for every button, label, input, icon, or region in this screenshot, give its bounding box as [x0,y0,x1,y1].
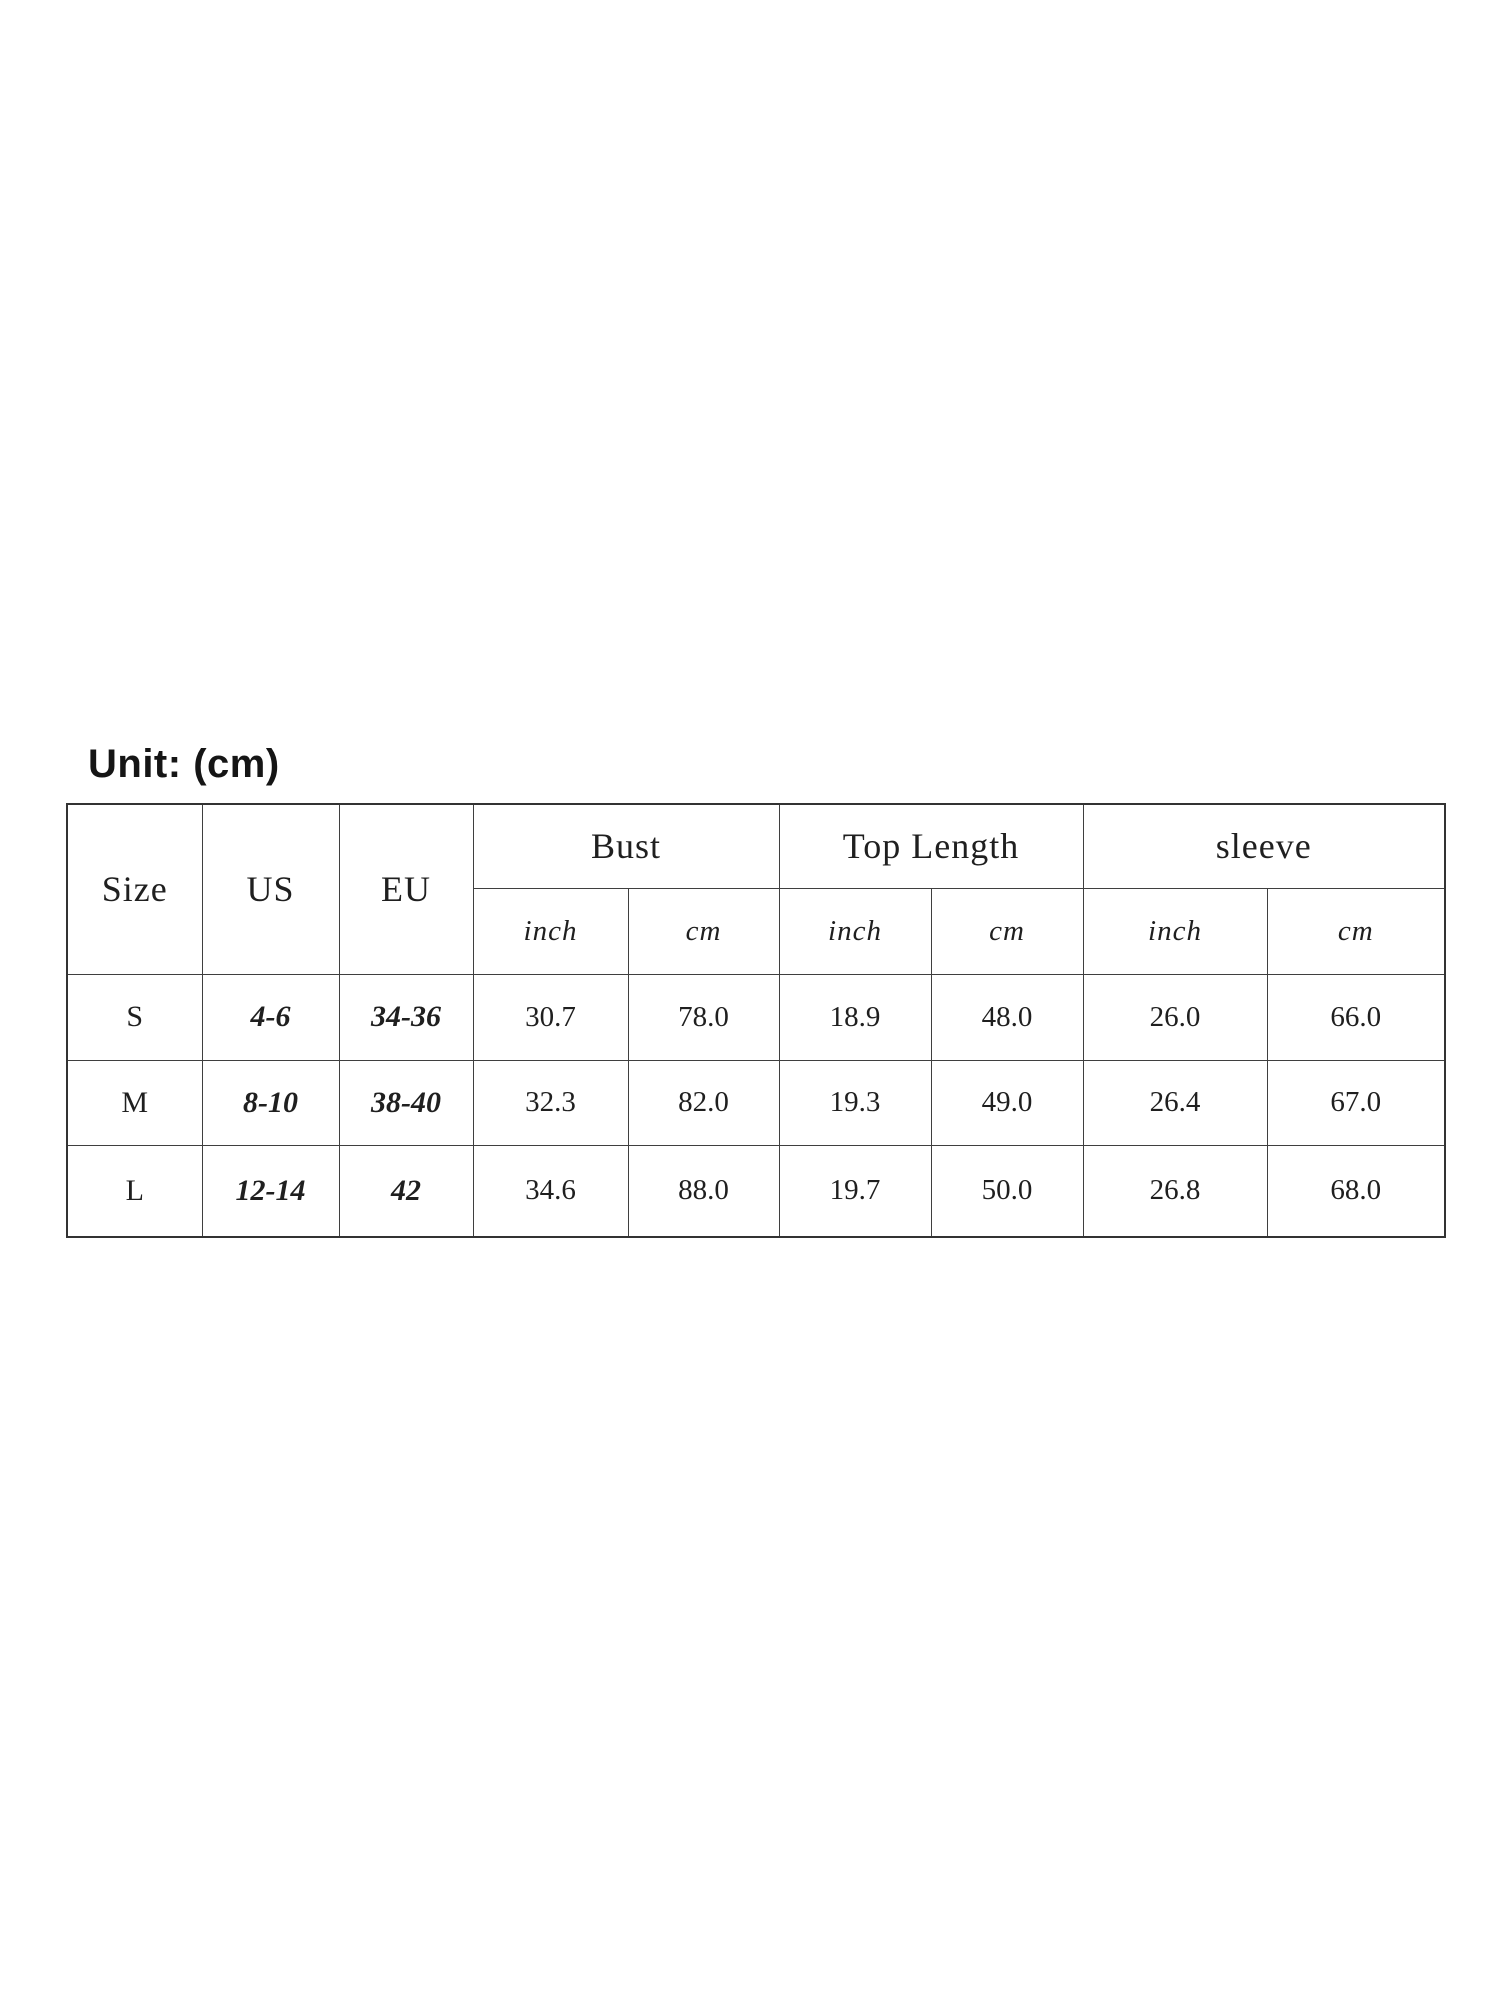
row-l-size-label: L [67,1145,202,1237]
unit-title: Unit: (cm) [88,742,280,786]
header-group-row [67,804,1445,888]
row-s-size-label: S [67,974,202,1060]
row-l-top-length-inch-value: 19.7 [779,1145,931,1237]
row-s-bust-inch-value: 30.7 [473,974,628,1060]
size-chart-table [66,803,1446,1238]
table-row-s [67,974,1445,1060]
subheader-top-length-inch: inch [779,888,931,974]
col-header-eu: EU [339,804,473,974]
row-m-bust-cm-value: 82.0 [628,1060,779,1145]
col-group-sleeve: sleeve [1083,804,1445,888]
subheader-bust-inch: inch [473,888,628,974]
col-header-us: US [202,804,339,974]
row-m-size-label: M [67,1060,202,1145]
row-s-top-length-inch-value: 18.9 [779,974,931,1060]
row-m-eu-value: 38-40 [339,1060,473,1145]
row-l-bust-cm-value: 88.0 [628,1145,779,1237]
row-l-top-length-cm-value: 50.0 [931,1145,1083,1237]
subheader-sleeve-cm: cm [1267,888,1445,974]
row-s-eu-value: 34-36 [339,974,473,1060]
row-l-bust-inch-value: 34.6 [473,1145,628,1237]
row-m-sleeve-inch-value: 26.4 [1083,1060,1267,1145]
row-l-sleeve-inch-value: 26.8 [1083,1145,1267,1237]
row-m-top-length-cm-value: 49.0 [931,1060,1083,1145]
row-s-top-length-cm-value: 48.0 [931,974,1083,1060]
row-l-sleeve-cm-value: 68.0 [1267,1145,1445,1237]
subheader-sleeve-inch: inch [1083,888,1267,974]
row-m-us-value: 8-10 [202,1060,339,1145]
row-m-sleeve-cm-value: 67.0 [1267,1060,1445,1145]
row-l-eu-value: 42 [339,1145,473,1237]
col-group-bust: Bust [473,804,779,888]
table-row-m [67,1060,1445,1145]
subheader-top-length-cm: cm [931,888,1083,974]
table-row-l [67,1145,1445,1237]
row-s-us-value: 4-6 [202,974,339,1060]
col-header-size: Size [67,804,202,974]
row-s-sleeve-cm-value: 66.0 [1267,974,1445,1060]
row-l-us-value: 12-14 [202,1145,339,1237]
row-s-sleeve-inch-value: 26.0 [1083,974,1267,1060]
col-group-top-length: Top Length [779,804,1083,888]
subheader-bust-cm: cm [628,888,779,974]
row-s-bust-cm-value: 78.0 [628,974,779,1060]
row-m-bust-inch-value: 32.3 [473,1060,628,1145]
row-m-top-length-inch-value: 19.3 [779,1060,931,1145]
